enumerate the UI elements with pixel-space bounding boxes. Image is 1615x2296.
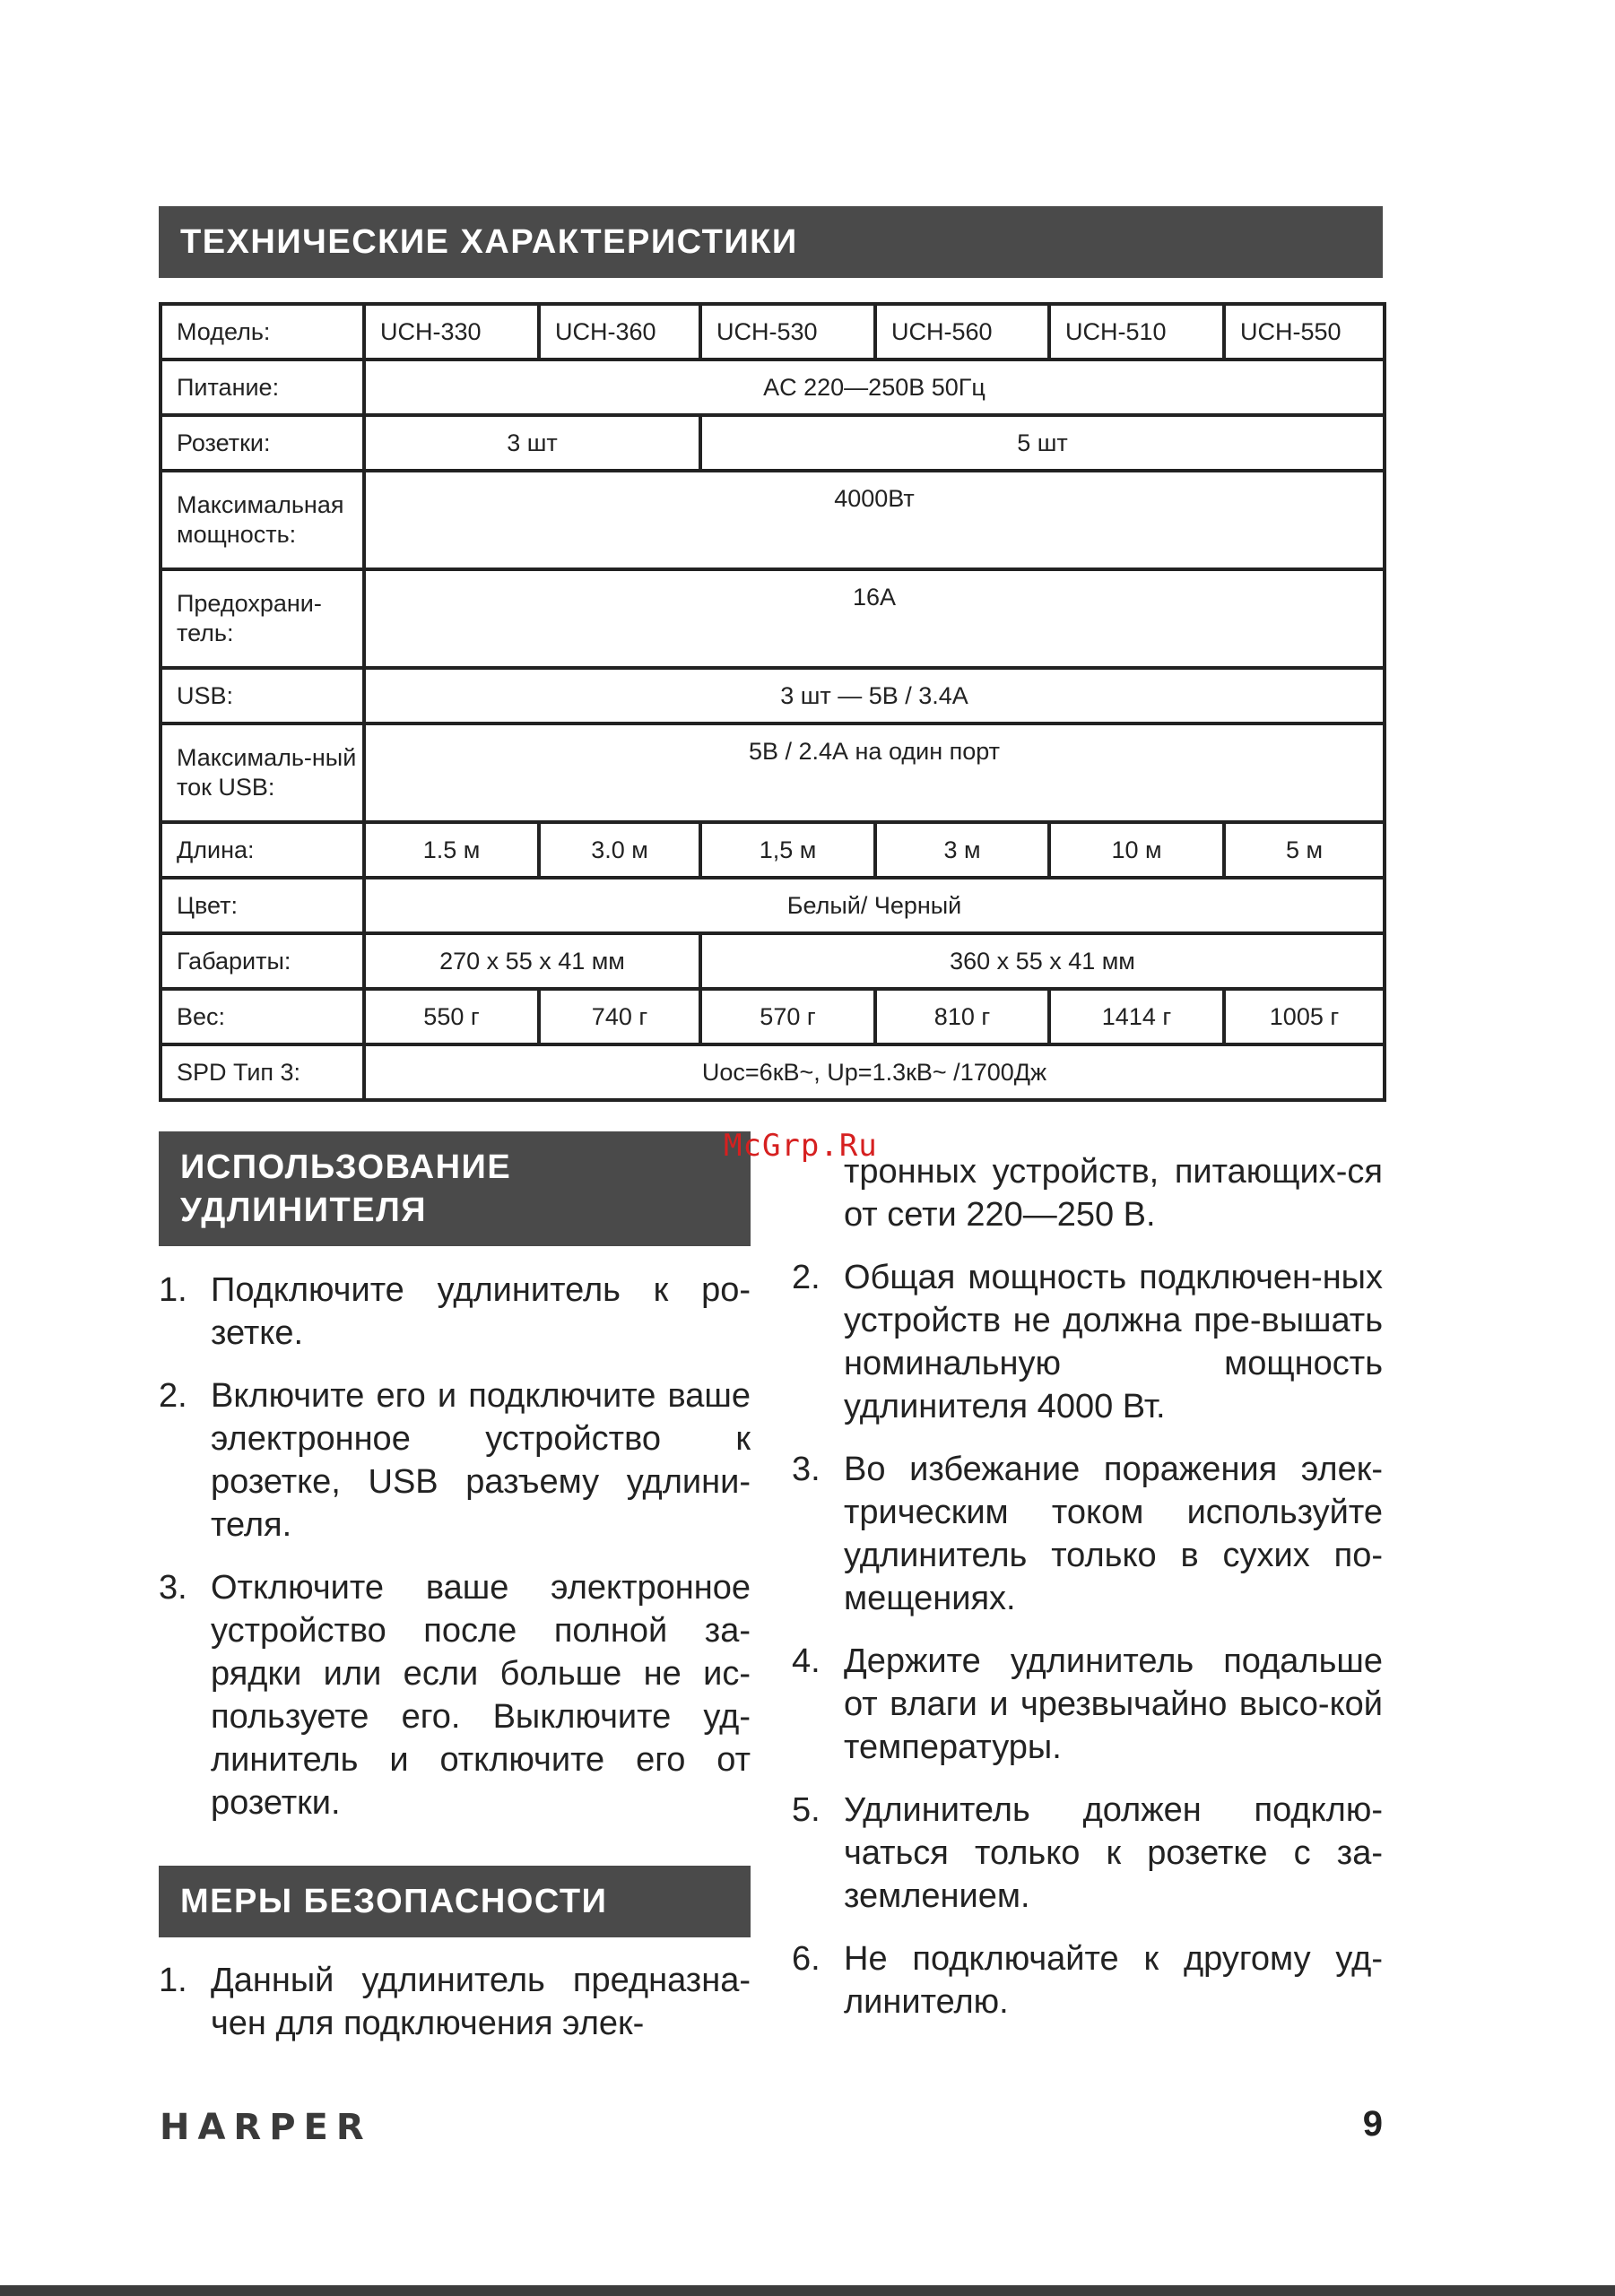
specs-table	[159, 302, 1386, 1102]
sockets-value: 3 шт	[364, 415, 700, 471]
usage-title-line2: УДЛИНИТЕЛЯ	[180, 1191, 428, 1229]
safety-list-left	[159, 1959, 751, 2045]
list-item	[159, 1959, 751, 2045]
power-value: AC 220—250В 50Гц	[364, 360, 1385, 415]
row-color	[161, 878, 1385, 933]
length-cell: 1.5 м	[364, 822, 539, 878]
row-usb	[161, 668, 1385, 723]
safety-heading	[159, 1866, 751, 1937]
usage-section	[159, 1269, 751, 1844]
row-fuse	[161, 569, 1385, 668]
max-power-value: 4000Вт	[364, 471, 1385, 569]
specs-title: ТЕХНИЧЕСКИЕ ХАРАКТЕРИСТИКИ	[180, 222, 798, 261]
item-continuation: тронных устройств, питающих-ся от сети 220—250 В.	[844, 1153, 1383, 1234]
item-number: 3.	[159, 1569, 187, 1607]
weight-cell: 740 г	[539, 989, 700, 1044]
brand-logo: HARPER	[160, 2107, 372, 2148]
bottom-edge	[0, 2285, 1615, 2296]
power-label: Питание:	[161, 360, 364, 415]
usb-current-label: Максималь-ный ток USB:	[161, 723, 364, 822]
list-item	[159, 1269, 751, 1355]
item-text: Общая мощность подключен-ных устройств не должна пре-вышать номинальную мощность удлинителя 4000 Вт.	[844, 1259, 1383, 1425]
list-item	[792, 1448, 1383, 1620]
weight-cell: 1414 г	[1049, 989, 1224, 1044]
model-cell: UCH-550	[1224, 304, 1385, 360]
weight-label: Вес:	[161, 989, 364, 1044]
list-item	[792, 1640, 1383, 1769]
model-cell: UCH-330	[364, 304, 539, 360]
length-cell: 1,5 м	[700, 822, 875, 878]
item-number: 2.	[159, 1377, 187, 1415]
item-number: 2.	[792, 1259, 821, 1296]
safety-list-right	[792, 1256, 1383, 2023]
weight-cell: 550 г	[364, 989, 539, 1044]
safety-section-left	[159, 1959, 751, 2065]
row-usb-current	[161, 723, 1385, 822]
item-number: 6.	[792, 1940, 821, 1978]
item-number: 1.	[159, 1271, 187, 1309]
model-label: Модель:	[161, 304, 364, 360]
length-cell: 3.0 м	[539, 822, 700, 878]
fuse-label: Предохрани-тель:	[161, 569, 364, 668]
safety-section-right	[792, 1150, 1383, 2043]
row-model	[161, 304, 1385, 360]
row-length	[161, 822, 1385, 878]
usage-list	[159, 1269, 751, 1824]
model-cell: UCH-560	[875, 304, 1049, 360]
list-item	[792, 1937, 1383, 2023]
item-text: Отключите ваше электронное устройство после полной за-рядки или если больше не ис-пользуете его. Выключите уд-линитель и отключите его от розетки.	[211, 1569, 751, 1822]
dims-value: 270 х 55 х 41 мм	[364, 933, 700, 989]
spd-label: SPD Тип 3:	[161, 1044, 364, 1100]
sockets-value: 5 шт	[700, 415, 1385, 471]
item-text: Держите удлинитель подальше от влаги и чрезвычайно высо-кой температуры.	[844, 1642, 1383, 1766]
item-text: Подключите удлинитель к ро-зетке.	[211, 1271, 751, 1352]
length-cell: 5 м	[1224, 822, 1385, 878]
item-number: 4.	[792, 1642, 821, 1680]
list-item	[159, 1566, 751, 1824]
item-text: Удлинитель должен подклю-чаться только к розетке с за-землением.	[844, 1791, 1383, 1915]
color-label: Цвет:	[161, 878, 364, 933]
fuse-value: 16А	[364, 569, 1385, 668]
model-cell: UCH-360	[539, 304, 700, 360]
list-item	[159, 1374, 751, 1547]
row-sockets	[161, 415, 1385, 471]
usb-current-value: 5В / 2.4А на один порт	[364, 723, 1385, 822]
item-number: 3.	[792, 1451, 821, 1488]
item-text: Не подключайте к другому уд-линителю.	[844, 1940, 1383, 2021]
row-dims	[161, 933, 1385, 989]
sockets-label: Розетки:	[161, 415, 364, 471]
row-spd	[161, 1044, 1385, 1100]
specs-heading	[159, 206, 1383, 278]
color-value: Белый/ Черный	[364, 878, 1385, 933]
dims-label: Габариты:	[161, 933, 364, 989]
length-cell: 10 м	[1049, 822, 1224, 878]
row-power	[161, 360, 1385, 415]
spd-value: Uoc=6кВ~, Up=1.3кВ~ /1700Дж	[364, 1044, 1385, 1100]
length-label: Длина:	[161, 822, 364, 878]
weight-cell: 810 г	[875, 989, 1049, 1044]
item-text: Во избежание поражения элек-трическим током используйте удлинитель только в сухих по-мещениях.	[844, 1451, 1383, 1617]
model-cell: UCH-530	[700, 304, 875, 360]
watermark: McGrp.Ru	[724, 1128, 878, 1164]
usb-value: 3 шт — 5В / 3.4А	[364, 668, 1385, 723]
max-power-label: Максимальная мощность:	[161, 471, 364, 569]
safety-title: МЕРЫ БЕЗОПАСНОСТИ	[180, 1882, 608, 1920]
item-number: 5.	[792, 1791, 821, 1829]
row-max-power	[161, 471, 1385, 569]
list-item	[792, 1789, 1383, 1918]
usage-heading	[159, 1131, 751, 1246]
list-item	[792, 1256, 1383, 1428]
dims-value: 360 х 55 х 41 мм	[700, 933, 1385, 989]
item-number: 1.	[159, 1962, 187, 1999]
weight-cell: 570 г	[700, 989, 875, 1044]
row-weight	[161, 989, 1385, 1044]
length-cell: 3 м	[875, 822, 1049, 878]
page-number: 9	[1362, 2104, 1383, 2144]
item-text: Включите его и подключите ваше электронное устройство к розетке, USB разъему удлини-теля.	[211, 1377, 751, 1544]
usb-label: USB:	[161, 668, 364, 723]
usage-title-line1: ИСПОЛЬЗОВАНИЕ	[180, 1148, 512, 1186]
weight-cell: 1005 г	[1224, 989, 1385, 1044]
model-cell: UCH-510	[1049, 304, 1224, 360]
item-text: Данный удлинитель предназна-чен для подключения элек-	[211, 1962, 751, 2042]
